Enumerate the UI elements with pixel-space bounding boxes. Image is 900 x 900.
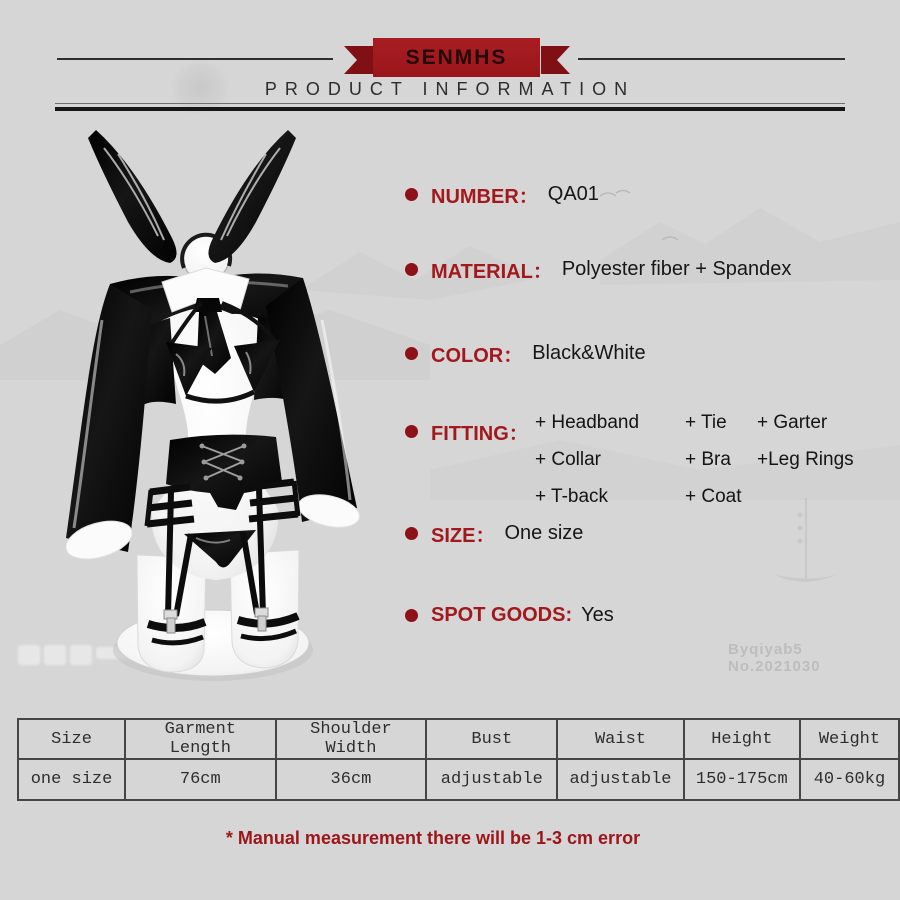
col-header-weight: Weight xyxy=(800,719,899,759)
ribbon-line-left xyxy=(57,58,333,60)
fitting-items xyxy=(535,410,854,509)
col-header-garment-length: Garment Length xyxy=(125,719,276,759)
fitting-item: + Headband xyxy=(535,412,640,433)
brand-ribbon xyxy=(373,38,540,77)
spec-label-fitting: FITTING： xyxy=(431,423,529,445)
fitting-item: + Collar xyxy=(535,449,601,470)
spec-label-color: COLOR： xyxy=(431,345,524,367)
spec-value-color: Black&White xyxy=(532,342,646,364)
spec-row-spot-goods xyxy=(405,604,614,627)
spec-row-color xyxy=(405,339,646,368)
fitting-item: + T-back xyxy=(535,486,609,507)
size-chart-header-row xyxy=(18,719,899,759)
boat-watermark xyxy=(775,498,842,582)
fitting-item: + Coat xyxy=(685,486,742,507)
spec-value-material: Polyester fiber + Spandex xyxy=(561,258,792,280)
fitting-item: + Tie xyxy=(685,412,727,433)
fitting-item: +Leg Rings xyxy=(757,449,854,470)
size-chart-data-row xyxy=(18,759,899,800)
spec-label-material: MATERIAL： xyxy=(431,261,553,283)
brand-name: SENMHS xyxy=(405,45,508,69)
spec-row-number xyxy=(405,180,599,209)
cell-weight: 40-60kg xyxy=(800,759,899,800)
fitting-item xyxy=(757,484,854,509)
spec-label-spot-goods: SPOT GOODS: xyxy=(431,604,573,626)
bunny-ear-right xyxy=(208,130,296,263)
cell-height: 150-175cm xyxy=(684,759,800,800)
spec-value-spot-goods: Yes xyxy=(581,604,614,626)
col-header-size: Size xyxy=(18,719,125,759)
section-title: PRODUCT INFORMATION xyxy=(264,79,636,99)
cell-bust: adjustable xyxy=(426,759,557,800)
spec-value-size: One size xyxy=(504,522,584,544)
spec-label-number: NUMBER： xyxy=(431,186,539,208)
coat-sleeve-left xyxy=(66,284,152,552)
birds-watermark xyxy=(600,191,630,197)
cell-waist: adjustable xyxy=(557,759,683,800)
col-header-waist: Waist xyxy=(557,719,683,759)
ribbon-line-right xyxy=(578,58,845,60)
col-header-height: Height xyxy=(684,719,800,759)
fitting-item: + Garter xyxy=(757,412,828,433)
spec-value-number: QA01 xyxy=(547,183,599,205)
ribbon-tail-right xyxy=(541,46,570,74)
bunny-ear-left xyxy=(88,130,177,263)
ribbon-tail-left xyxy=(344,46,373,74)
measurement-disclaimer: * Manual measurement there will be 1-3 cm error xyxy=(225,828,641,848)
product-photo-bunny-costume-mannequin xyxy=(0,110,430,690)
fitting-item: + Bra xyxy=(685,449,731,470)
right-watermark: Byqiyab5 No.2021030 xyxy=(728,641,821,675)
col-header-shoulder-width: Shoulder Width xyxy=(276,719,427,759)
cell-size: one size xyxy=(18,759,125,800)
cell-shoulder-width: 36cm xyxy=(276,759,427,800)
col-header-bust: Bust xyxy=(426,719,557,759)
spec-label-size: SIZE： xyxy=(431,525,496,547)
size-chart-table xyxy=(17,718,900,801)
cell-garment-length: 76cm xyxy=(125,759,276,800)
spec-row-material xyxy=(405,255,791,284)
divider-thin xyxy=(55,103,845,104)
spec-row-size xyxy=(405,519,583,548)
